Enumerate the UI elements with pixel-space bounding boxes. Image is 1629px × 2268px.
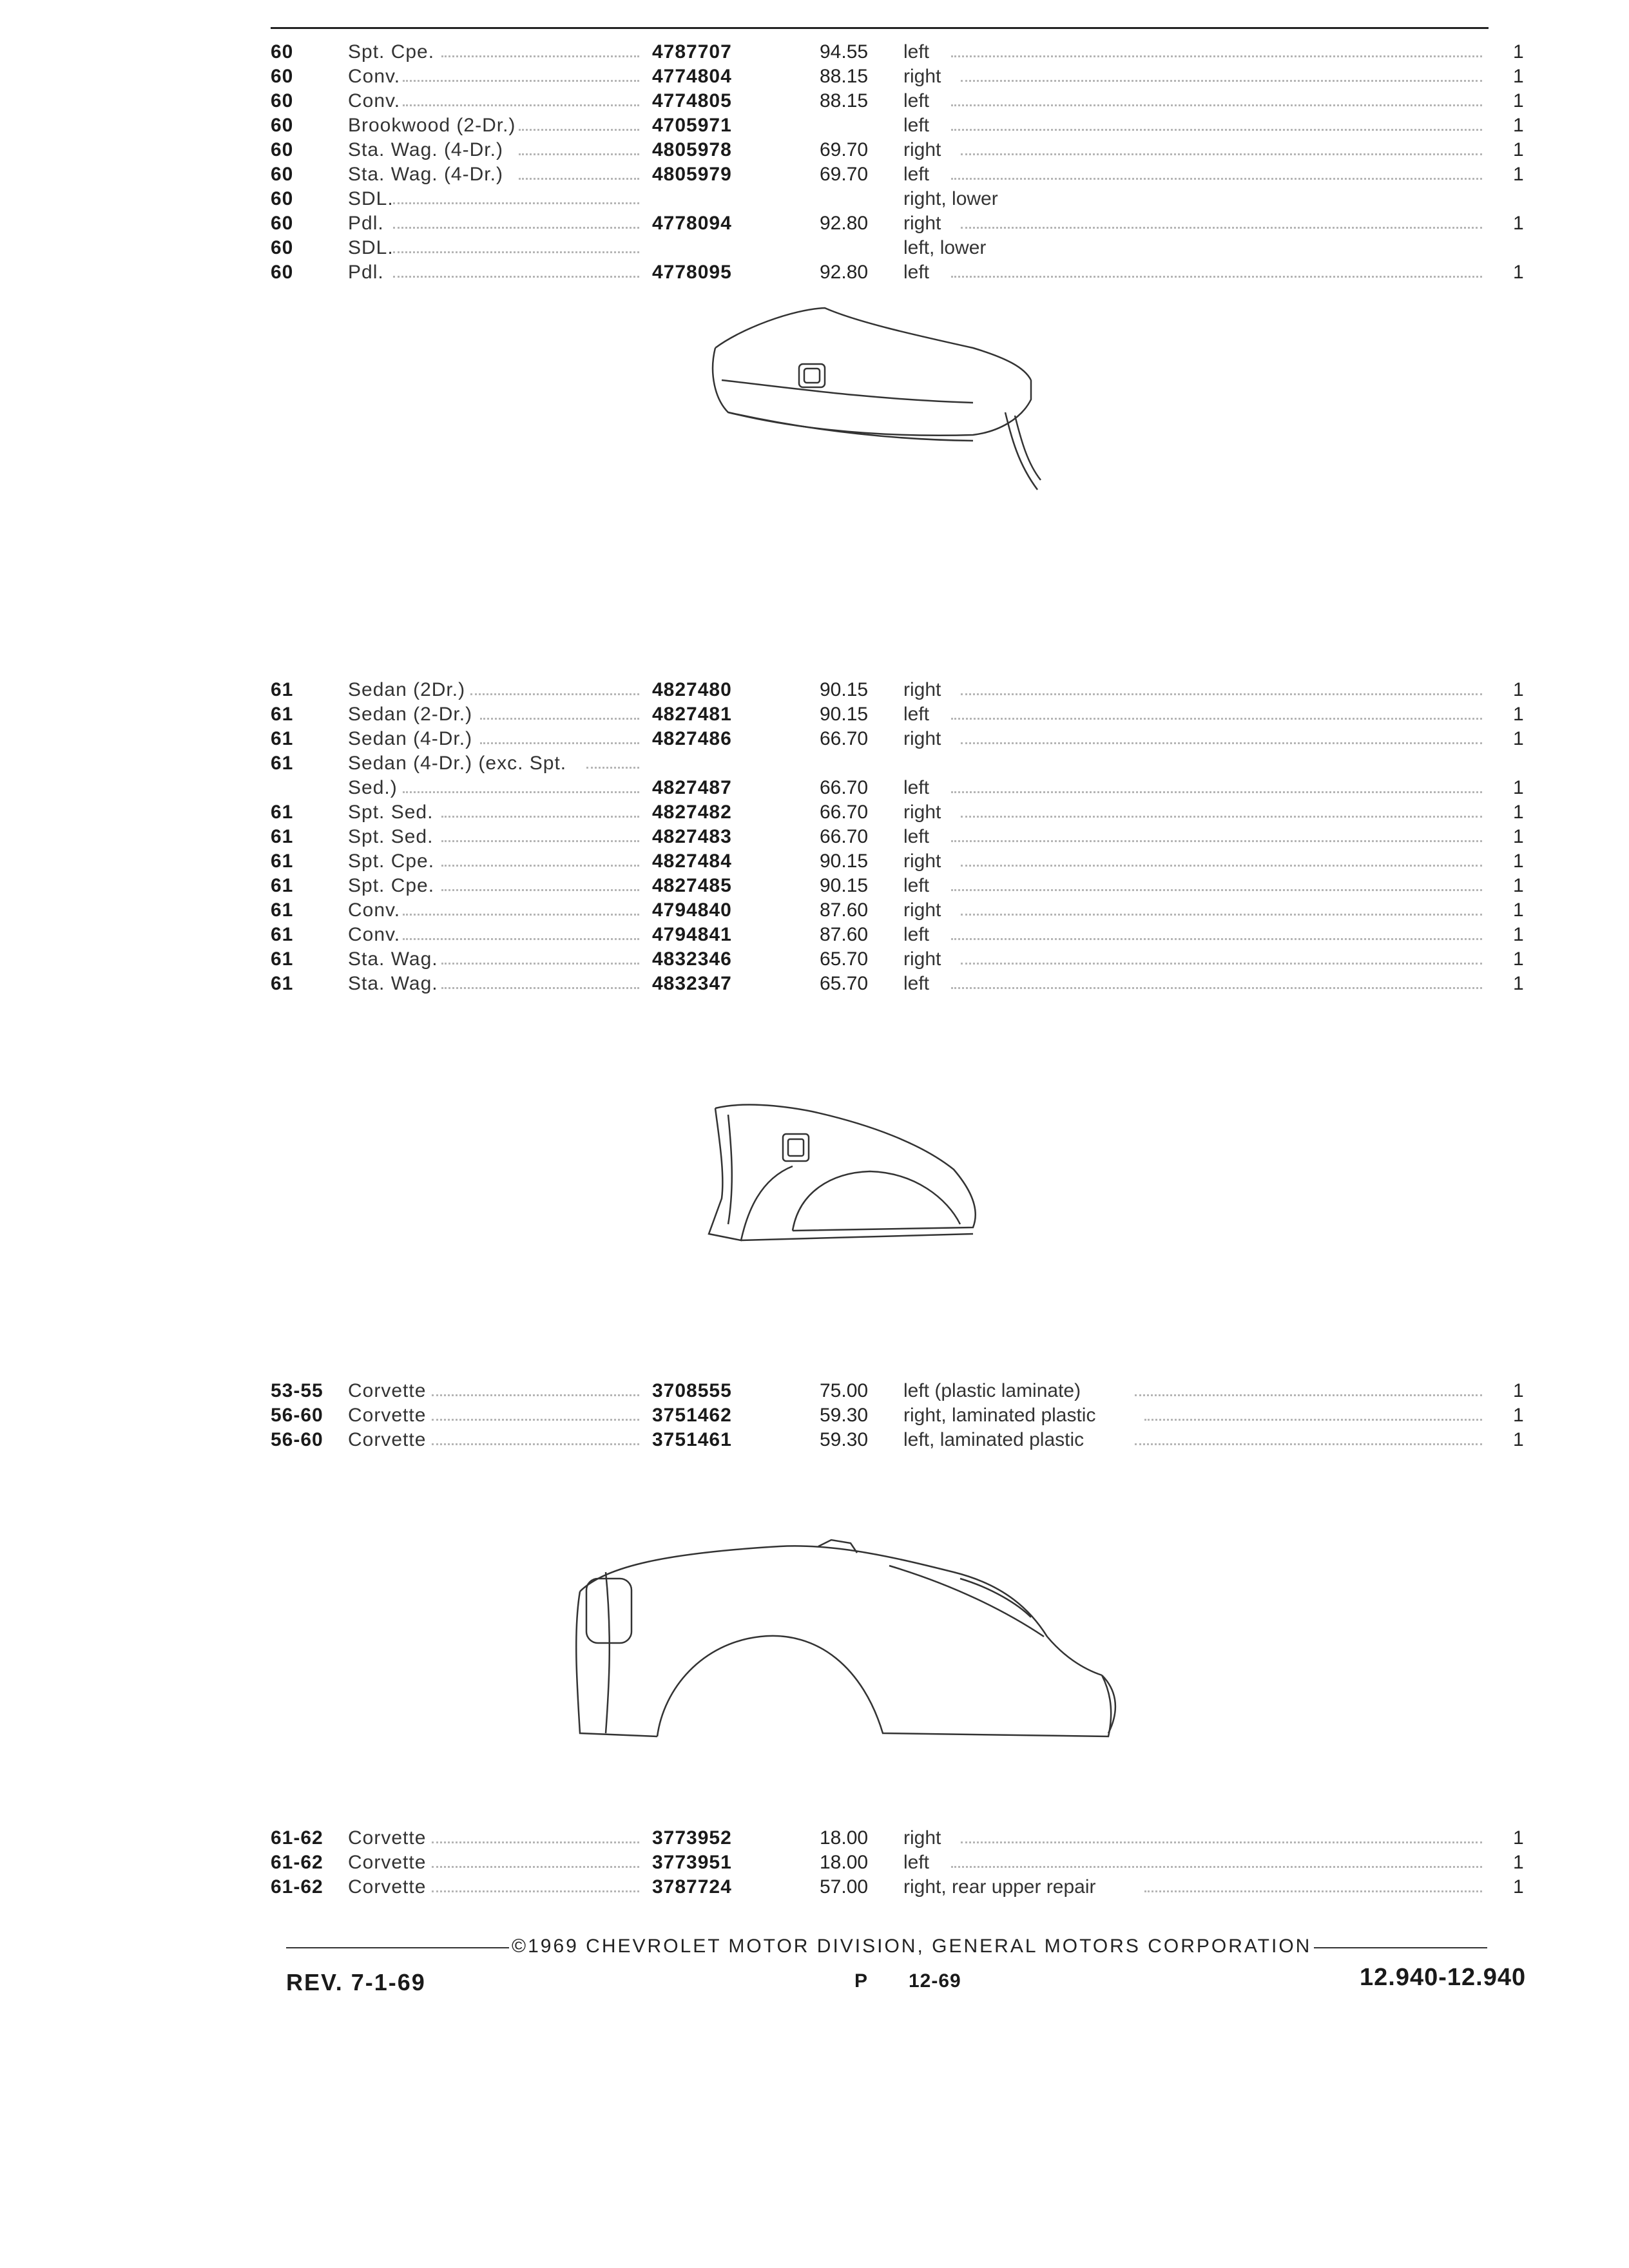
year-cell: 60 [271, 41, 294, 62]
leader-dots [441, 963, 639, 965]
description-cell: left [903, 777, 930, 798]
price-cell: 59.30 [820, 1429, 869, 1450]
illustration-1961-quarter-panel [702, 1095, 1005, 1250]
leader-dots [961, 227, 1482, 229]
part-number-cell: 4794840 [652, 899, 732, 921]
part-number-cell: 4827482 [652, 802, 732, 823]
description-cell: right, lower [903, 188, 998, 209]
leader-dots [432, 1419, 639, 1421]
model-cell: Corvette [348, 1380, 427, 1401]
model-cell: Pdl. [348, 262, 384, 283]
part-number-cell: 4794841 [652, 924, 732, 945]
model-cell: Spt. Sed. [348, 802, 434, 823]
price-cell: 57.00 [820, 1876, 869, 1898]
model-cell: Sedan (4-Dr.) (exc. Spt. [348, 753, 567, 774]
year-cell: 61-62 [271, 1852, 323, 1873]
model-cell: Sedan (4-Dr.) [348, 728, 473, 749]
part-number-cell: 3773951 [652, 1852, 732, 1873]
quantity-cell: 1 [1513, 262, 1524, 283]
model-cell: Sta. Wag. (4-Dr.) [348, 139, 503, 160]
parts-row [271, 1875, 1572, 1899]
model-cell: Spt. Cpe. [348, 41, 435, 62]
year-cell: 60 [271, 262, 294, 283]
year-cell: 60 [271, 213, 294, 234]
leader-dots [480, 742, 639, 744]
description-cell: right [903, 213, 941, 234]
description-cell: left [903, 924, 930, 945]
quantity-cell: 1 [1513, 679, 1524, 700]
year-cell: 53-55 [271, 1380, 323, 1401]
price-cell: 75.00 [820, 1380, 869, 1401]
description-cell: left [903, 875, 930, 896]
parts-row [271, 64, 1572, 89]
quantity-cell: 1 [1513, 875, 1524, 896]
price-cell: 65.70 [820, 948, 869, 970]
model-cell: Sedan (2Dr.) [348, 679, 466, 700]
part-number-cell: 4805978 [652, 139, 732, 160]
description-cell: left (plastic laminate) [903, 1380, 1081, 1401]
description-cell: left [903, 1852, 930, 1873]
leader-dots [951, 987, 1482, 989]
parts-row [271, 260, 1572, 285]
price-cell: 88.15 [820, 90, 869, 111]
quantity-cell: 1 [1513, 924, 1524, 945]
part-number-cell: 3751462 [652, 1405, 732, 1426]
year-cell: 61 [271, 802, 294, 823]
parts-row [271, 236, 1572, 260]
part-number-cell: 3751461 [652, 1429, 732, 1450]
part-number-cell: 4774804 [652, 66, 732, 87]
part-number-cell: 4774805 [652, 90, 732, 111]
price-cell: 90.15 [820, 704, 869, 725]
parts-row [271, 800, 1572, 825]
description-cell: left [903, 164, 930, 185]
price-cell: 90.15 [820, 850, 869, 872]
copyright-notice: ©1969 CHEVROLET MOTOR DIVISION, GENERAL MOTORS CORPORATION [509, 1936, 1314, 1957]
model-cell: Brookwood (2-Dr.) [348, 115, 516, 136]
year-cell: 60 [271, 90, 294, 111]
parts-row [271, 138, 1572, 162]
quantity-cell: 1 [1513, 973, 1524, 994]
part-number-cell: 3708555 [652, 1380, 732, 1401]
model-cell: Spt. Cpe. [348, 850, 435, 872]
description-cell: right [903, 802, 941, 823]
leader-dots [961, 80, 1482, 82]
model-cell: Sta. Wag. [348, 973, 438, 994]
quantity-cell: 1 [1513, 139, 1524, 160]
parts-row [271, 1403, 1572, 1428]
part-number-cell: 4787707 [652, 41, 732, 62]
leader-dots [441, 865, 639, 867]
model-cell: Corvette [348, 1405, 427, 1426]
year-cell: 61 [271, 924, 294, 945]
parts-row [271, 923, 1572, 947]
year-cell: 61 [271, 875, 294, 896]
year-cell: 60 [271, 66, 294, 87]
price-cell: 65.70 [820, 973, 869, 994]
price-cell: 69.70 [820, 139, 869, 160]
leader-dots [951, 178, 1482, 180]
parts-row [271, 702, 1572, 727]
description-cell: left [903, 41, 930, 62]
parts-row [271, 187, 1572, 211]
leader-dots [586, 767, 639, 769]
leader-dots [403, 104, 639, 106]
parts-row [271, 1850, 1572, 1875]
price-cell: 59.30 [820, 1405, 869, 1426]
quantity-cell: 1 [1513, 728, 1524, 749]
year-cell: 60 [271, 164, 294, 185]
leader-dots [961, 693, 1482, 695]
illustration-corvette-quarter-panel [567, 1540, 1173, 1746]
description-cell: right [903, 850, 941, 872]
year-cell: 61 [271, 948, 294, 970]
year-cell: 60 [271, 237, 294, 258]
year-cell: 56-60 [271, 1429, 323, 1450]
year-cell: 61 [271, 728, 294, 749]
description-cell: left, lower [903, 237, 987, 258]
price-cell: 92.80 [820, 262, 869, 283]
parts-row [271, 211, 1572, 236]
description-cell: left [903, 704, 930, 725]
leader-dots [951, 129, 1482, 131]
leader-dots [1144, 1419, 1482, 1421]
part-number-cell: 4827486 [652, 728, 732, 749]
model-cell: Sta. Wag. (4-Dr.) [348, 164, 503, 185]
parts-row [271, 751, 1572, 776]
price-cell: 18.00 [820, 1827, 869, 1849]
model-cell: Corvette [348, 1852, 427, 1873]
description-cell: right [903, 728, 941, 749]
description-cell: left [903, 115, 930, 136]
quantity-cell: 1 [1513, 704, 1524, 725]
part-number-cell: 4832346 [652, 948, 732, 970]
leader-dots [961, 742, 1482, 744]
parts-row [271, 727, 1572, 751]
revision-date: REV. 7-1-69 [286, 1969, 426, 1995]
price-cell: 87.60 [820, 899, 869, 921]
year-cell: 61 [271, 753, 294, 774]
leader-dots [432, 1443, 639, 1445]
page-number: 12.940-12.940 [1360, 1964, 1527, 1991]
model-cell: Corvette [348, 1429, 427, 1450]
leader-dots [1144, 1890, 1482, 1892]
part-number-cell: 4827480 [652, 679, 732, 700]
leader-dots [961, 1841, 1482, 1843]
leader-dots [519, 153, 639, 155]
leader-dots [951, 1866, 1482, 1868]
illustration-1960-quarter-panel [702, 303, 1037, 496]
year-cell: 56-60 [271, 1405, 323, 1426]
leader-dots [393, 202, 639, 204]
leader-dots [432, 1841, 639, 1843]
description-cell: right [903, 679, 941, 700]
leader-dots [951, 889, 1482, 891]
price-cell: 66.70 [820, 728, 869, 749]
leader-dots [961, 153, 1482, 155]
leader-dots [951, 104, 1482, 106]
leader-dots [961, 865, 1482, 867]
parts-row [271, 1379, 1572, 1403]
leader-dots [441, 889, 639, 891]
price-cell: 88.15 [820, 66, 869, 87]
part-number-cell: 4832347 [652, 973, 732, 994]
part-number-cell: 4827484 [652, 850, 732, 872]
leader-dots [951, 840, 1482, 842]
parts-row [271, 972, 1572, 996]
parts-row [271, 89, 1572, 113]
leader-dots [403, 938, 639, 940]
quantity-cell: 1 [1513, 41, 1524, 62]
part-number-cell: 3787724 [652, 1876, 732, 1898]
year-cell: 61 [271, 973, 294, 994]
leader-dots [403, 914, 639, 916]
part-number-cell: 3773952 [652, 1827, 732, 1849]
leader-dots [519, 178, 639, 180]
leader-dots [393, 227, 639, 229]
page-date: 12-69 [909, 1970, 961, 1992]
model-cell: Conv. [348, 899, 401, 921]
year-cell: 60 [271, 188, 294, 209]
description-cell: left [903, 262, 930, 283]
leader-dots [961, 963, 1482, 965]
description-cell: right [903, 1827, 941, 1849]
model-cell: Pdl. [348, 213, 384, 234]
price-cell: 66.70 [820, 826, 869, 847]
description-cell: right [903, 139, 941, 160]
quantity-cell: 1 [1513, 1876, 1524, 1898]
leader-dots [393, 251, 639, 253]
description-cell: right [903, 66, 941, 87]
description-cell: left [903, 973, 930, 994]
part-number-cell: 4705971 [652, 115, 732, 136]
quantity-cell: 1 [1513, 213, 1524, 234]
price-cell: 94.55 [820, 41, 869, 62]
year-cell: 61 [271, 850, 294, 872]
parts-row [271, 162, 1572, 187]
quantity-cell: 1 [1513, 90, 1524, 111]
quantity-cell: 1 [1513, 66, 1524, 87]
model-cell: Sedan (2-Dr.) [348, 704, 473, 725]
leader-dots [441, 816, 639, 818]
leader-dots [951, 938, 1482, 940]
leader-dots [432, 1890, 639, 1892]
price-cell: 66.70 [820, 802, 869, 823]
price-cell: 90.15 [820, 875, 869, 896]
year-cell: 61 [271, 899, 294, 921]
description-cell: right [903, 948, 941, 970]
quantity-cell: 1 [1513, 1852, 1524, 1873]
quantity-cell: 1 [1513, 777, 1524, 798]
parts-row [271, 849, 1572, 874]
price-cell: 92.80 [820, 213, 869, 234]
leader-dots [951, 55, 1482, 57]
model-cell: Corvette [348, 1827, 427, 1849]
leader-dots [1135, 1394, 1482, 1396]
parts-row [271, 1826, 1572, 1850]
page-code: P [854, 1970, 868, 1992]
quantity-cell: 1 [1513, 115, 1524, 136]
year-cell: 61 [271, 679, 294, 700]
quantity-cell: 1 [1513, 850, 1524, 872]
model-cell: Corvette [348, 1876, 427, 1898]
model-cell: Conv. [348, 924, 401, 945]
leader-dots [480, 718, 639, 720]
description-cell: left [903, 90, 930, 111]
model-cell: Conv. [348, 66, 401, 87]
part-number-cell: 4827483 [652, 826, 732, 847]
leader-dots [403, 80, 639, 82]
year-cell: 61 [271, 826, 294, 847]
quantity-cell: 1 [1513, 1405, 1524, 1426]
leader-dots [470, 693, 639, 695]
model-cell: Conv. [348, 90, 401, 111]
leader-dots [951, 791, 1482, 793]
quantity-cell: 1 [1513, 802, 1524, 823]
top-rule [271, 27, 1489, 29]
quantity-cell: 1 [1513, 1827, 1524, 1849]
leader-dots [403, 791, 639, 793]
model-cell: Spt. Sed. [348, 826, 434, 847]
year-cell: 60 [271, 139, 294, 160]
leader-dots [961, 914, 1482, 916]
parts-row [271, 825, 1572, 849]
leader-dots [441, 840, 639, 842]
quantity-cell: 1 [1513, 899, 1524, 921]
description-cell: right [903, 899, 941, 921]
leader-dots [441, 987, 639, 989]
quantity-cell: 1 [1513, 1380, 1524, 1401]
parts-row [271, 947, 1572, 972]
part-number-cell: 4827481 [652, 704, 732, 725]
leader-dots [432, 1394, 639, 1396]
leader-dots [441, 55, 639, 57]
leader-dots [1135, 1443, 1482, 1445]
description-cell: left [903, 826, 930, 847]
model-cell: SDL. [348, 237, 394, 258]
leader-dots [961, 816, 1482, 818]
leader-dots [951, 718, 1482, 720]
model-cell: Sta. Wag. [348, 948, 438, 970]
year-cell: 61-62 [271, 1827, 323, 1849]
quantity-cell: 1 [1513, 948, 1524, 970]
leader-dots [432, 1866, 639, 1868]
price-cell: 69.70 [820, 164, 869, 185]
parts-row [271, 776, 1572, 800]
price-cell: 90.15 [820, 679, 869, 700]
price-cell: 87.60 [820, 924, 869, 945]
parts-row [271, 678, 1572, 702]
price-cell: 66.70 [820, 777, 869, 798]
description-cell: left, laminated plastic [903, 1429, 1084, 1450]
parts-row [271, 874, 1572, 898]
part-number-cell: 4827487 [652, 777, 732, 798]
description-cell: right, laminated plastic [903, 1405, 1096, 1426]
description-cell: right, rear upper repair [903, 1876, 1096, 1898]
parts-row [271, 113, 1572, 138]
part-number-cell: 4778094 [652, 213, 732, 234]
quantity-cell: 1 [1513, 164, 1524, 185]
year-cell: 61 [271, 704, 294, 725]
parts-row [271, 1428, 1572, 1452]
model-cell: Sed.) [348, 777, 398, 798]
part-number-cell: 4778095 [652, 262, 732, 283]
quantity-cell: 1 [1513, 1429, 1524, 1450]
year-cell: 61-62 [271, 1876, 323, 1898]
leader-dots [393, 276, 639, 278]
part-number-cell: 4805979 [652, 164, 732, 185]
leader-dots [951, 276, 1482, 278]
price-cell: 18.00 [820, 1852, 869, 1873]
year-cell: 60 [271, 115, 294, 136]
quantity-cell: 1 [1513, 826, 1524, 847]
part-number-cell: 4827485 [652, 875, 732, 896]
model-cell: SDL. [348, 188, 394, 209]
leader-dots [519, 129, 639, 131]
parts-row [271, 40, 1572, 64]
parts-row [271, 898, 1572, 923]
model-cell: Spt. Cpe. [348, 875, 435, 896]
